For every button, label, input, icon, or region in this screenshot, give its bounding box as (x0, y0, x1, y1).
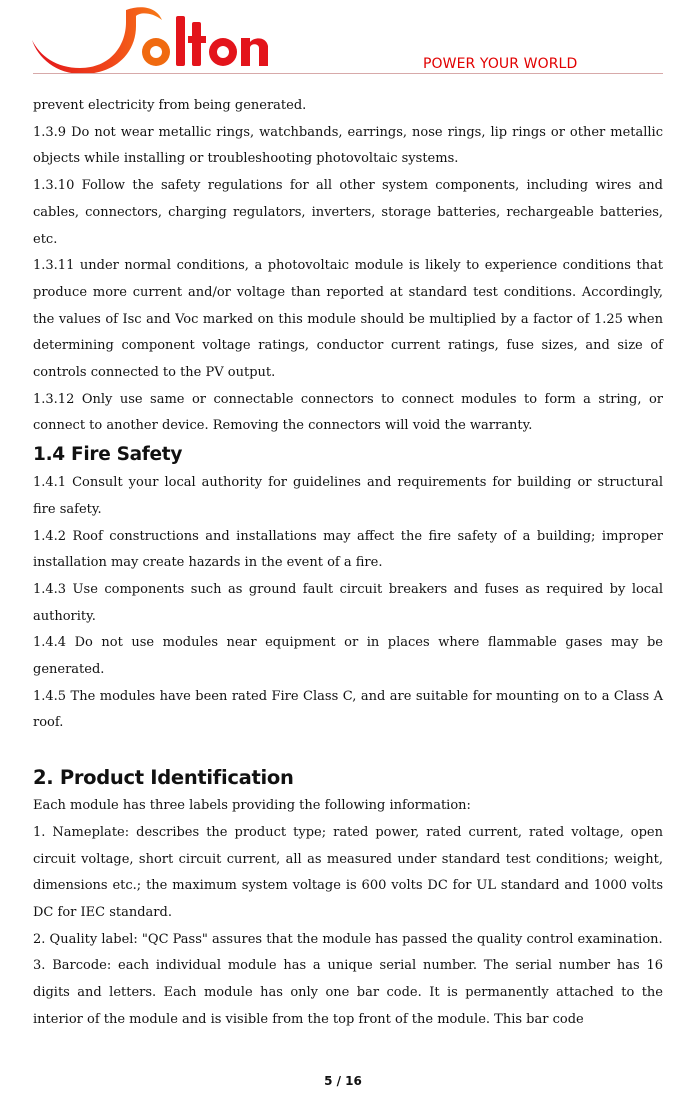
paragraph: Each module has three labels providing the following information: (33, 798, 471, 814)
paragraph: 1.4.3 Use components such as ground fault circuit breakers and fuses as required by local authority. (33, 581, 663, 624)
page-header (0, 0, 686, 80)
section-heading-product-identification: 2. Product Identification (33, 766, 294, 790)
list-item: 2. Quality label: "QC Pass" assures that the module has passed the quality control examination. (33, 931, 663, 947)
paragraph: 1.4.2 Roof constructions and installations may affect the fire safety of a building; improper installation may create hazards in the event of a fire. (33, 528, 663, 571)
page-number: 5 / 16 (324, 1074, 362, 1088)
paragraph: prevent electricity from being generated. (33, 98, 307, 113)
paragraph: 1.3.9 Do not wear metallic rings, watchbands, earrings, nose rings, lip rings or other metallic objects while installing or troubleshooting photovoltaic systems. (33, 124, 663, 167)
paragraph: 1.4.1 Consult your local authority for guidelines and requirements for building or structural fire safety. (33, 475, 663, 517)
document-body (33, 93, 663, 1034)
paragraph: 1.4.5 The modules have been rated Fire Class C, and are suitable for mounting on to a Class A roof. (33, 688, 663, 731)
tagline: POWER YOUR WORLD (423, 56, 578, 72)
solton-logo (30, 2, 270, 74)
paragraph: 1.3.10 Follow the safety regulations for all other system components, including wires and cables, connectors, charging regulators, inverters, storage batteries, rechargeable batteries, etc. (33, 178, 663, 247)
section-heading-fire-safety: 1.4 Fire Safety (33, 444, 183, 466)
paragraph: 1.4.4 Do not use modules near equipment or in places where flammable gases may be generated. (33, 635, 663, 678)
header-divider (33, 73, 663, 74)
paragraph: 1.3.12 Only use same or connectable connectors to connect modules to form a string, or connect to another device. Removing the connectors will void the warranty. (33, 391, 663, 434)
paragraph: 1.3.11 under normal conditions, a photovoltaic module is likely to experience conditions that produce more current and/or voltage than reported at standard test conditions. Accordingly, the values of Isc and Voc marked on this module should be multiplied by a factor of 1.25 when determining component voltage ratings, conductor current ratings, fuse sizes, and size of controls connected to the PV output. (33, 258, 663, 381)
list-item: 3. Barcode: each individual module has a unique serial number. The serial number has 16 digits and letters. Each module has only one bar code. It is permanently attached to the interior of the module and is visible from the top front of the module. This bar code (33, 958, 663, 1027)
list-item: 1. Nameplate: describes the product type; rated power, rated current, rated voltage, open circuit voltage, short circuit current, all as measured under standard test conditions; weight, dimensions etc.; the maximum system voltage is 600 volts DC for UL standard and 1000 volts DC for IEC standard. (33, 824, 663, 920)
